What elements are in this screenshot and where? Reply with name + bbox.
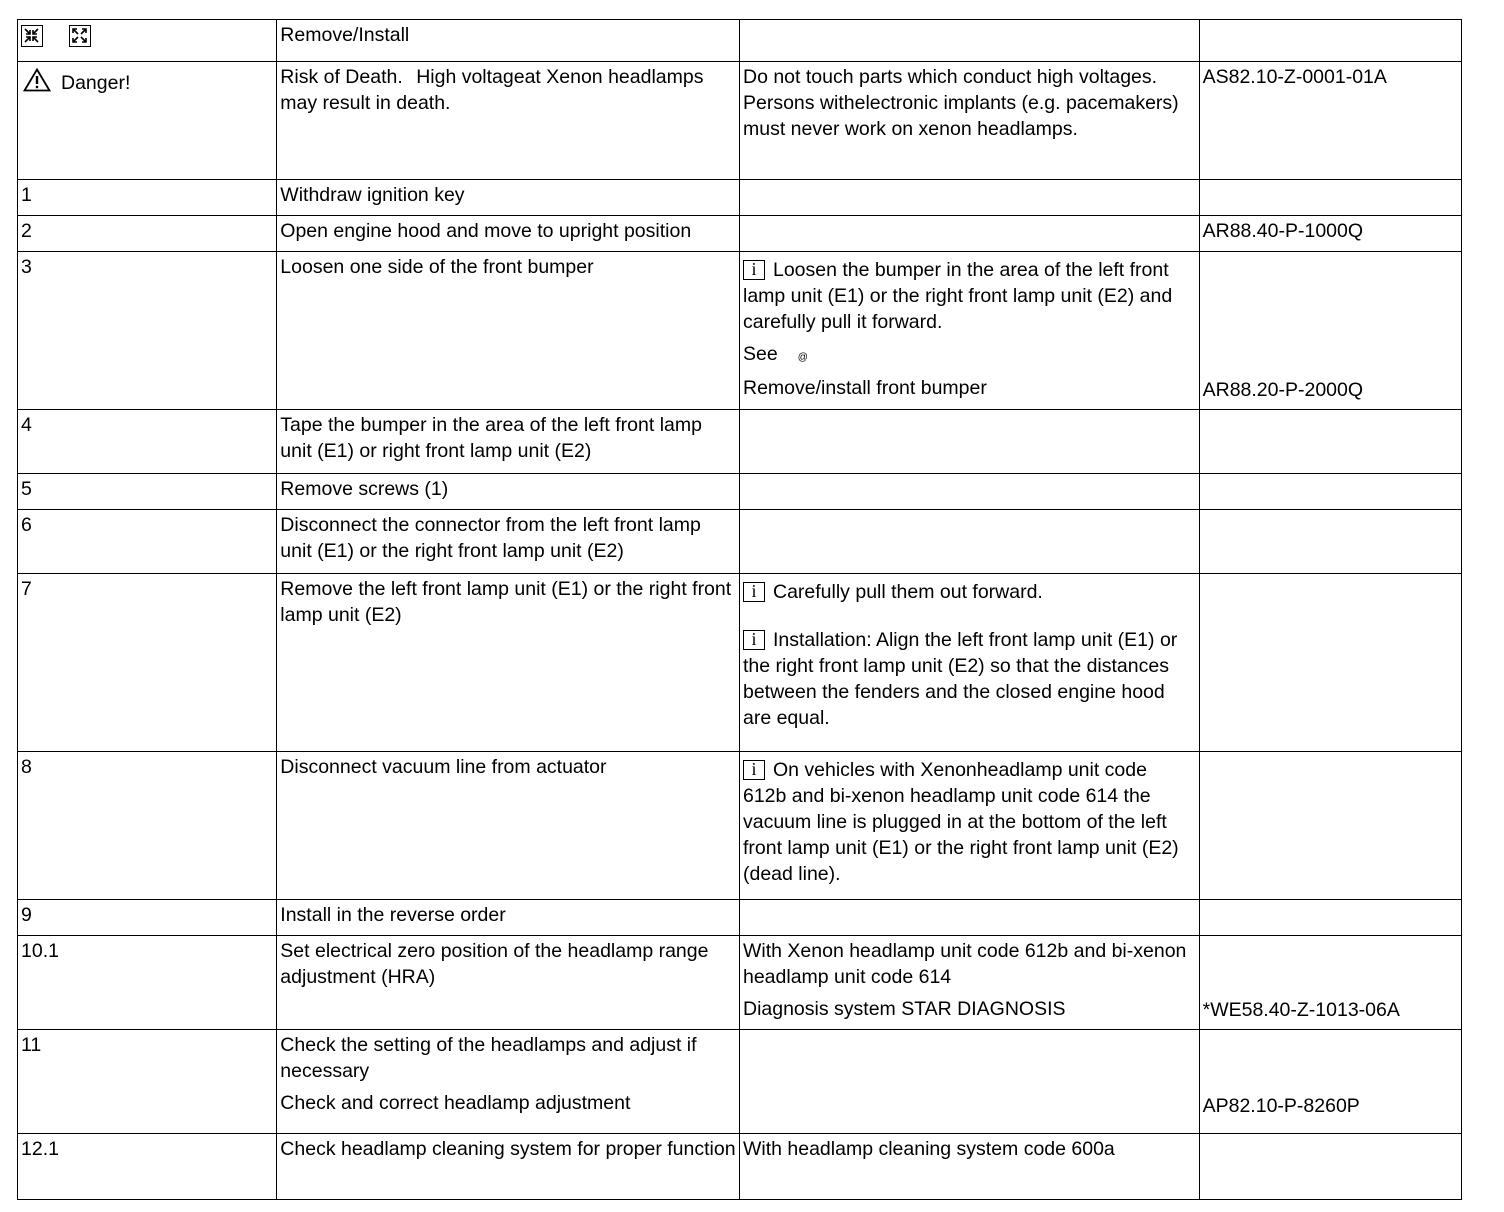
step-action: Open engine hood and move to upright position — [277, 216, 740, 252]
table-row — [18, 1134, 1462, 1200]
info-icon: i — [743, 582, 765, 602]
step-ref — [1199, 180, 1461, 216]
danger-label-cell — [18, 62, 277, 180]
step-action-1: Check the setting of the headlamps and adjust if necessary — [280, 1034, 697, 1082]
step-ref — [1199, 574, 1461, 752]
step-ref — [1199, 474, 1461, 510]
step-notes — [739, 410, 1199, 474]
step-number: 11 — [18, 1030, 277, 1134]
step-ref — [1199, 900, 1461, 936]
step-ref — [1199, 936, 1461, 1030]
step-ref — [1199, 1030, 1461, 1134]
step-number: 3 — [18, 252, 277, 410]
step-number: 5 — [18, 474, 277, 510]
procedure-table — [17, 19, 1462, 1200]
step-number: 2 — [18, 216, 277, 252]
step-ref-text: AP82.10-P-8260P — [1202, 1095, 1360, 1117]
step-action: Tape the bumper in the area of the left front lamp unit (E1) or right front lamp unit (E2) — [277, 410, 740, 474]
table-row — [18, 574, 1462, 752]
link-icon[interactable]: @ — [797, 352, 808, 363]
step-notes — [739, 510, 1199, 574]
step-action — [277, 1030, 740, 1134]
table-row — [18, 936, 1462, 1030]
step-ref — [1199, 252, 1461, 410]
step-number: 7 — [18, 574, 277, 752]
step-action: Disconnect the connector from the left front lamp unit (E1) or the right front lamp unit (E2) — [277, 510, 740, 574]
collapse-icon[interactable] — [21, 25, 43, 47]
danger-risk-text: High voltageat Xenon headlamps may result in death. — [280, 66, 704, 114]
header-title: Remove/Install — [277, 20, 740, 62]
danger-ref: AS82.10-Z-0001-01A — [1199, 62, 1461, 180]
step-number: 4 — [18, 410, 277, 474]
step-ref-text: AR88.20-P-2000Q — [1202, 379, 1364, 401]
header-empty-4 — [1199, 20, 1461, 62]
step-action: Disconnect vacuum line from actuator — [277, 752, 740, 900]
spacer — [743, 605, 1196, 627]
step-ref — [1199, 1134, 1461, 1200]
step-ref: AR88.40-P-1000Q — [1199, 216, 1461, 252]
expand-icon[interactable] — [69, 25, 91, 47]
step-note-info: On vehicles with Xenonheadlamp unit code 612b and bi-xenon headlamp unit code 614 the vacuum line is plugged in at the bottom of the left front lamp unit (E1) or the right front lamp unit (E2) (dead line). — [742, 759, 1179, 885]
step-note-info-1: Carefully pull them out forward. — [772, 581, 1043, 603]
step-ref — [1199, 410, 1461, 474]
danger-risk-cell — [277, 62, 740, 180]
step-note-2: Diagnosis system STAR DIAGNOSIS — [742, 998, 1066, 1020]
danger-measure: Do not touch parts which conduct high voltages. Persons withelectronic implants (e.g. pacemakers) must never work on xenon headlamps. — [739, 62, 1199, 180]
header-icons-cell — [18, 20, 277, 62]
step-number: 8 — [18, 752, 277, 900]
step-notes — [739, 474, 1199, 510]
step-notes — [739, 900, 1199, 936]
header-empty-3 — [739, 20, 1199, 62]
step-action: Install in the reverse order — [277, 900, 740, 936]
table-row — [18, 474, 1462, 510]
step-notes — [739, 1030, 1199, 1134]
step-note-1: With Xenon headlamp unit code 612b and bi-xenon headlamp unit code 614 — [742, 940, 1187, 988]
step-notes — [739, 574, 1199, 752]
step-notes — [739, 216, 1199, 252]
info-icon: i — [743, 630, 765, 650]
step-action-2: Check and correct headlamp adjustment — [280, 1092, 631, 1114]
step-notes — [739, 180, 1199, 216]
step-note-1: With headlamp cleaning system code 600a — [739, 1134, 1199, 1200]
step-ref — [1199, 510, 1461, 574]
step-note-info: Loosen the bumper in the area of the left front lamp unit (E1) or the right front lamp unit (E2) and carefully pull it forward. — [742, 259, 1173, 333]
danger-risk: Risk of Death. — [280, 66, 403, 88]
info-icon: i — [743, 260, 765, 280]
danger-label: Danger! — [61, 72, 131, 94]
step-number: 12.1 — [18, 1134, 277, 1200]
table-row — [18, 252, 1462, 410]
danger-row — [18, 62, 1462, 180]
step-number: 1 — [18, 180, 277, 216]
warning-triangle-icon — [23, 68, 51, 92]
step-action: Withdraw ignition key — [277, 180, 740, 216]
step-notes — [739, 936, 1199, 1030]
table-row — [18, 1030, 1462, 1134]
step-action: Loosen one side of the front bumper — [277, 252, 740, 410]
step-ref-text: *WE58.40-Z-1013-06A — [1202, 999, 1400, 1021]
table-row — [18, 410, 1462, 474]
header-row — [18, 20, 1462, 62]
info-icon: i — [743, 760, 765, 780]
step-action: Remove screws (1) — [277, 474, 740, 510]
table-row — [18, 510, 1462, 574]
table-row — [18, 216, 1462, 252]
step-note-info-2: Installation: Align the left front lamp unit (E1) or the right front lamp unit (E2) so that the distances between the fenders and the closed engine hood are equal. — [742, 629, 1178, 729]
step-ref — [1199, 752, 1461, 900]
table-row — [18, 900, 1462, 936]
step-notes — [739, 252, 1199, 410]
step-action: Check headlamp cleaning system for proper function — [277, 1134, 740, 1200]
step-number: 10.1 — [18, 936, 277, 1030]
step-number: 9 — [18, 900, 277, 936]
table-row — [18, 752, 1462, 900]
see-line — [743, 341, 1196, 371]
step-notes — [739, 752, 1199, 900]
step-number: 6 — [18, 510, 277, 574]
see-link[interactable]: Remove/install front bumper — [742, 377, 987, 399]
step-action: Remove the left front lamp unit (E1) or the right front lamp unit (E2) — [277, 574, 740, 752]
step-action: Set electrical zero position of the headlamp range adjustment (HRA) — [277, 936, 740, 1030]
table-row — [18, 180, 1462, 216]
see-label: See — [742, 343, 778, 365]
